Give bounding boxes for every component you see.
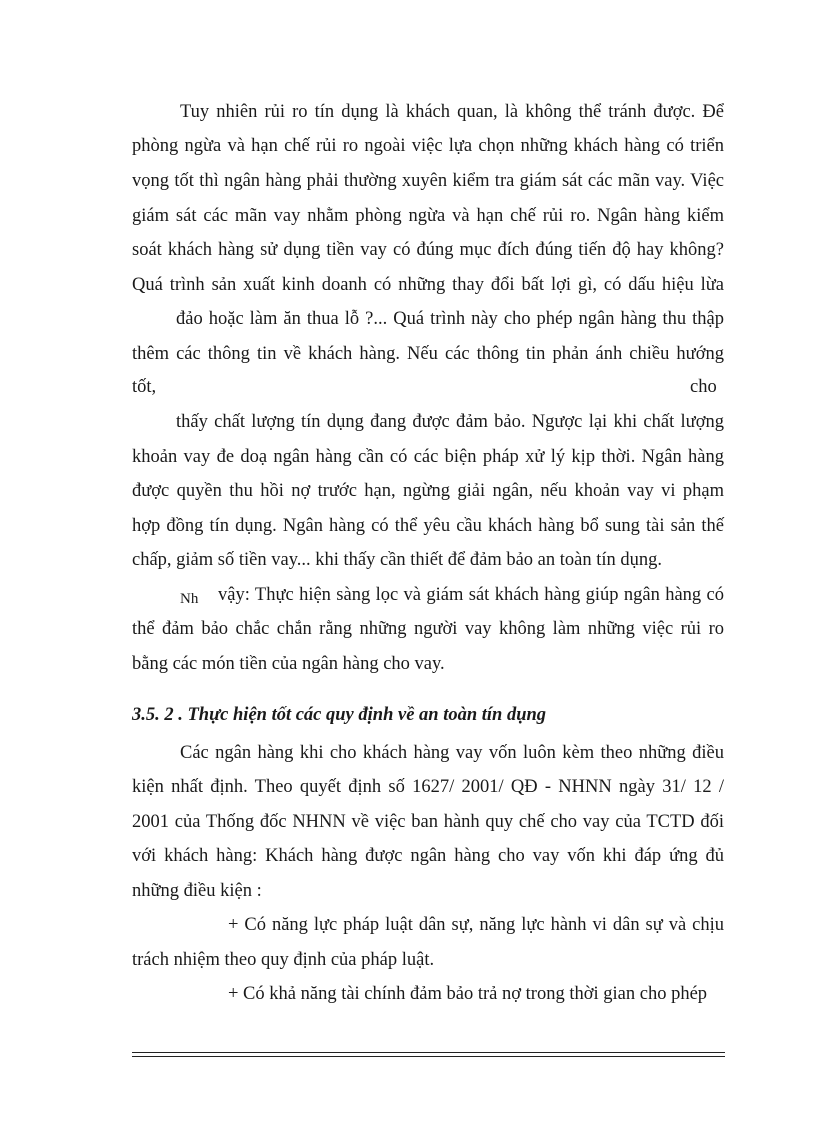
paragraph-line: hợp đồng tín dụng. Ngân hàng có thể yêu cầu khách hàng bổ sung tài sản thế xyxy=(132,516,724,536)
list-item: + Có năng lực pháp luật dân sự, năng lực hành vi dân sự và chịu xyxy=(228,915,724,935)
paragraph-line: Quá trình sản xuất kinh doanh có những thay đổi bất lợi gì, có dấu hiệu lừa xyxy=(132,275,724,295)
paragraph-line: Các ngân hàng khi cho khách hàng vay vốn luôn kèm theo những điều xyxy=(180,743,724,763)
truncated-word: Nh xyxy=(180,591,199,607)
paragraph-line: thêm các thông tin về khách hàng. Nếu các thông tin phản ánh chiều hướng xyxy=(132,344,724,364)
footer-rule-top xyxy=(132,1052,725,1053)
paragraph-line: soát khách hàng sử dụng tiền vay có đúng mục đích đúng tiến độ hay không? xyxy=(132,240,724,260)
paragraph-line: cho xyxy=(690,377,717,397)
paragraph-line: tốt, xyxy=(132,377,157,397)
section-heading: 3.5. 2 . Thực hiện tốt các quy định về an toàn tín dụng xyxy=(132,705,547,725)
paragraph-line: 2001 của Thống đốc NHNN về việc ban hành quy chế cho vay của TCTD đối xyxy=(132,812,724,832)
list-item-continuation: trách nhiệm theo quy định của pháp luật. xyxy=(132,950,435,970)
paragraph-line: chấp, giảm số tiền vay... khi thấy cần thiết để đảm bảo an toàn tín dụng. xyxy=(132,550,663,570)
paragraph-line: khoản vay đe doạ ngân hàng cần có các biện pháp xử lý kịp thời. Ngân hàng xyxy=(132,447,724,467)
paragraph-line: được quyền thu hồi nợ trước hạn, ngừng giải ngân, nếu khoản vay vi phạm xyxy=(132,481,724,501)
paragraph-line: kiện nhất định. Theo quyết định số 1627/ 2001/ QĐ - NHNN ngày 31/ 12 / xyxy=(132,777,724,797)
paragraph-line-prefix xyxy=(180,580,220,614)
paragraph-line: những điều kiện : xyxy=(132,881,262,901)
paragraph-line: phòng ngừa và hạn chế rủi ro ngoài việc lựa chọn những khách hàng có triển xyxy=(132,136,724,156)
list-item: + Có khả năng tài chính đảm bảo trả nợ trong thời gian cho phép xyxy=(228,984,708,1004)
paragraph-line: vậy: Thực hiện sàng lọc và giám sát khách hàng giúp ngân hàng có xyxy=(218,585,724,605)
paragraph-line: thấy chất lượng tín dụng đang được đảm bảo. Ngược lại khi chất lượng xyxy=(176,412,724,432)
paragraph-line: bằng các món tiền của ngân hàng cho vay. xyxy=(132,654,445,674)
paragraph-line: với khách hàng: Khách hàng được ngân hàng cho vay vốn khi đáp ứng đủ xyxy=(132,846,724,866)
paragraph-line: vọng tốt thì ngân hàng phải thường xuyên kiểm tra giám sát các mãn vay. Việc xyxy=(132,171,724,191)
paragraph-line: giám sát các mãn vay nhằm phòng ngừa và hạn chế rủi ro. Ngân hàng kiểm xyxy=(132,206,724,226)
footer-rule-bottom xyxy=(132,1056,725,1057)
paragraph-line: thể đảm bảo chắc chắn rằng những người vay không làm những việc rủi ro xyxy=(132,619,724,639)
paragraph-line: đảo hoặc làm ăn thua lỗ ?... Quá trình này cho phép ngân hàng thu thập xyxy=(176,309,724,329)
paragraph-line: Tuy nhiên rủi ro tín dụng là khách quan, là không thể tránh được. Để xyxy=(180,102,724,122)
